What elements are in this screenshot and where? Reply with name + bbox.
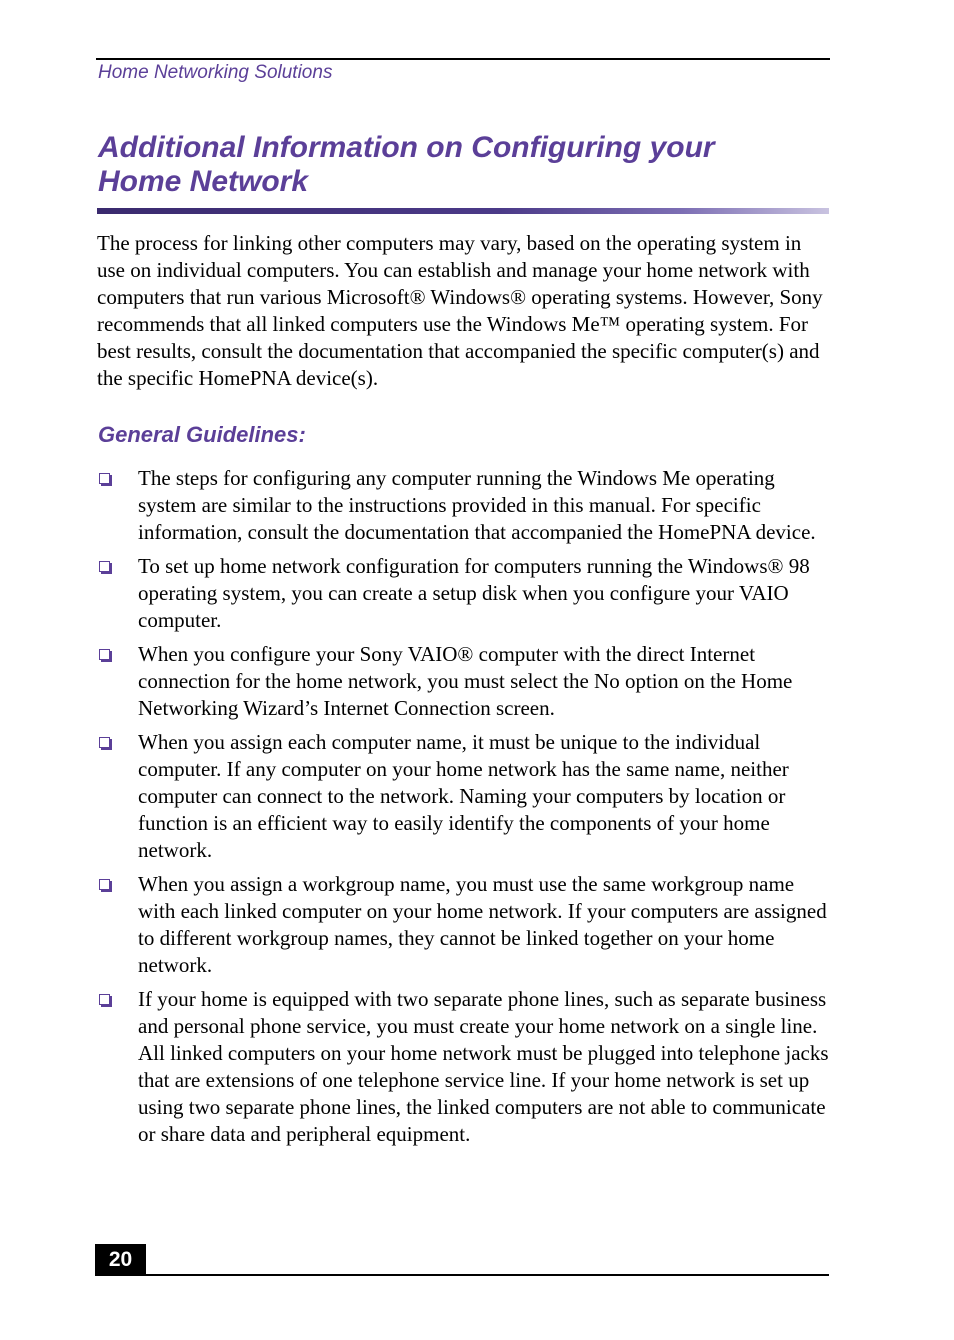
intro-paragraph: The process for linking other computers may vary, based on the operating system in use on individual computers. You can establish and manage your home network with computers that run various Microsoft® Windows® operating systems. However, Sony recommends that all linked computers use the Windows Me™ operating system. For best results, consult the documentation that accompanied the specific computer(s) and the specific HomePNA device(s). bbox=[97, 231, 823, 390]
list-item-text: When you assign a workgroup name, you must use the same workgroup name with each linked computer on your home network. If your computers are assigned to different workgroup names, they cannot be linked together on your home network. bbox=[138, 872, 827, 977]
checkbox-bullet-icon bbox=[99, 994, 110, 1005]
checkbox-bullet-icon bbox=[99, 473, 110, 484]
title-underline bbox=[97, 208, 829, 214]
list-item bbox=[97, 729, 832, 864]
list-item-text: When you assign each computer name, it must be unique to the individual computer. If any computer on your home network has the same name, neither computer can connect to the network. Naming your computers by location or function is an efficient way to easily identify the components of your home network. bbox=[138, 730, 789, 862]
list-item-text: When you configure your Sony VAIO® computer with the direct Internet connection for the home network, you must select the No option on the Home Networking Wizard’s Internet Connection screen. bbox=[138, 642, 793, 720]
footer-rule bbox=[146, 1274, 829, 1276]
list-item bbox=[97, 986, 832, 1148]
checkbox-bullet-icon bbox=[99, 649, 110, 660]
guidelines-list bbox=[97, 465, 832, 1155]
list-item bbox=[97, 553, 832, 634]
checkbox-bullet-icon bbox=[99, 737, 110, 748]
guidelines-heading: General Guidelines: bbox=[98, 422, 306, 447]
list-item-text: The steps for configuring any computer running the Windows Me operating system are similar to the instructions provided in this manual. For specific information, consult the documentation that accompanied the HomePNA device. bbox=[138, 466, 816, 544]
list-item bbox=[97, 871, 832, 979]
header-rule bbox=[96, 58, 830, 60]
page-number: 20 bbox=[108, 1248, 133, 1271]
list-item-text: To set up home network configuration for computers running the Windows® 98 operating system, you can create a setup disk when you configure your VAIO computer. bbox=[138, 554, 810, 632]
running-header: Home Networking Solutions bbox=[98, 62, 333, 83]
list-item bbox=[97, 641, 832, 722]
list-item bbox=[97, 465, 832, 546]
checkbox-bullet-icon bbox=[99, 561, 110, 572]
list-item-text: If your home is equipped with two separate phone lines, such as separate business and personal phone service, you must create your home network on a single line. All linked computers on your home network must be plugged into telephone jacks that are extensions of one telephone service line. If your home network is set up using two separate phone lines, the linked computers are not able to communicate or share data and peripheral equipment. bbox=[138, 987, 829, 1146]
section-title: Additional Information on Configuring your Home Network bbox=[98, 131, 715, 198]
checkbox-bullet-icon bbox=[99, 879, 110, 890]
